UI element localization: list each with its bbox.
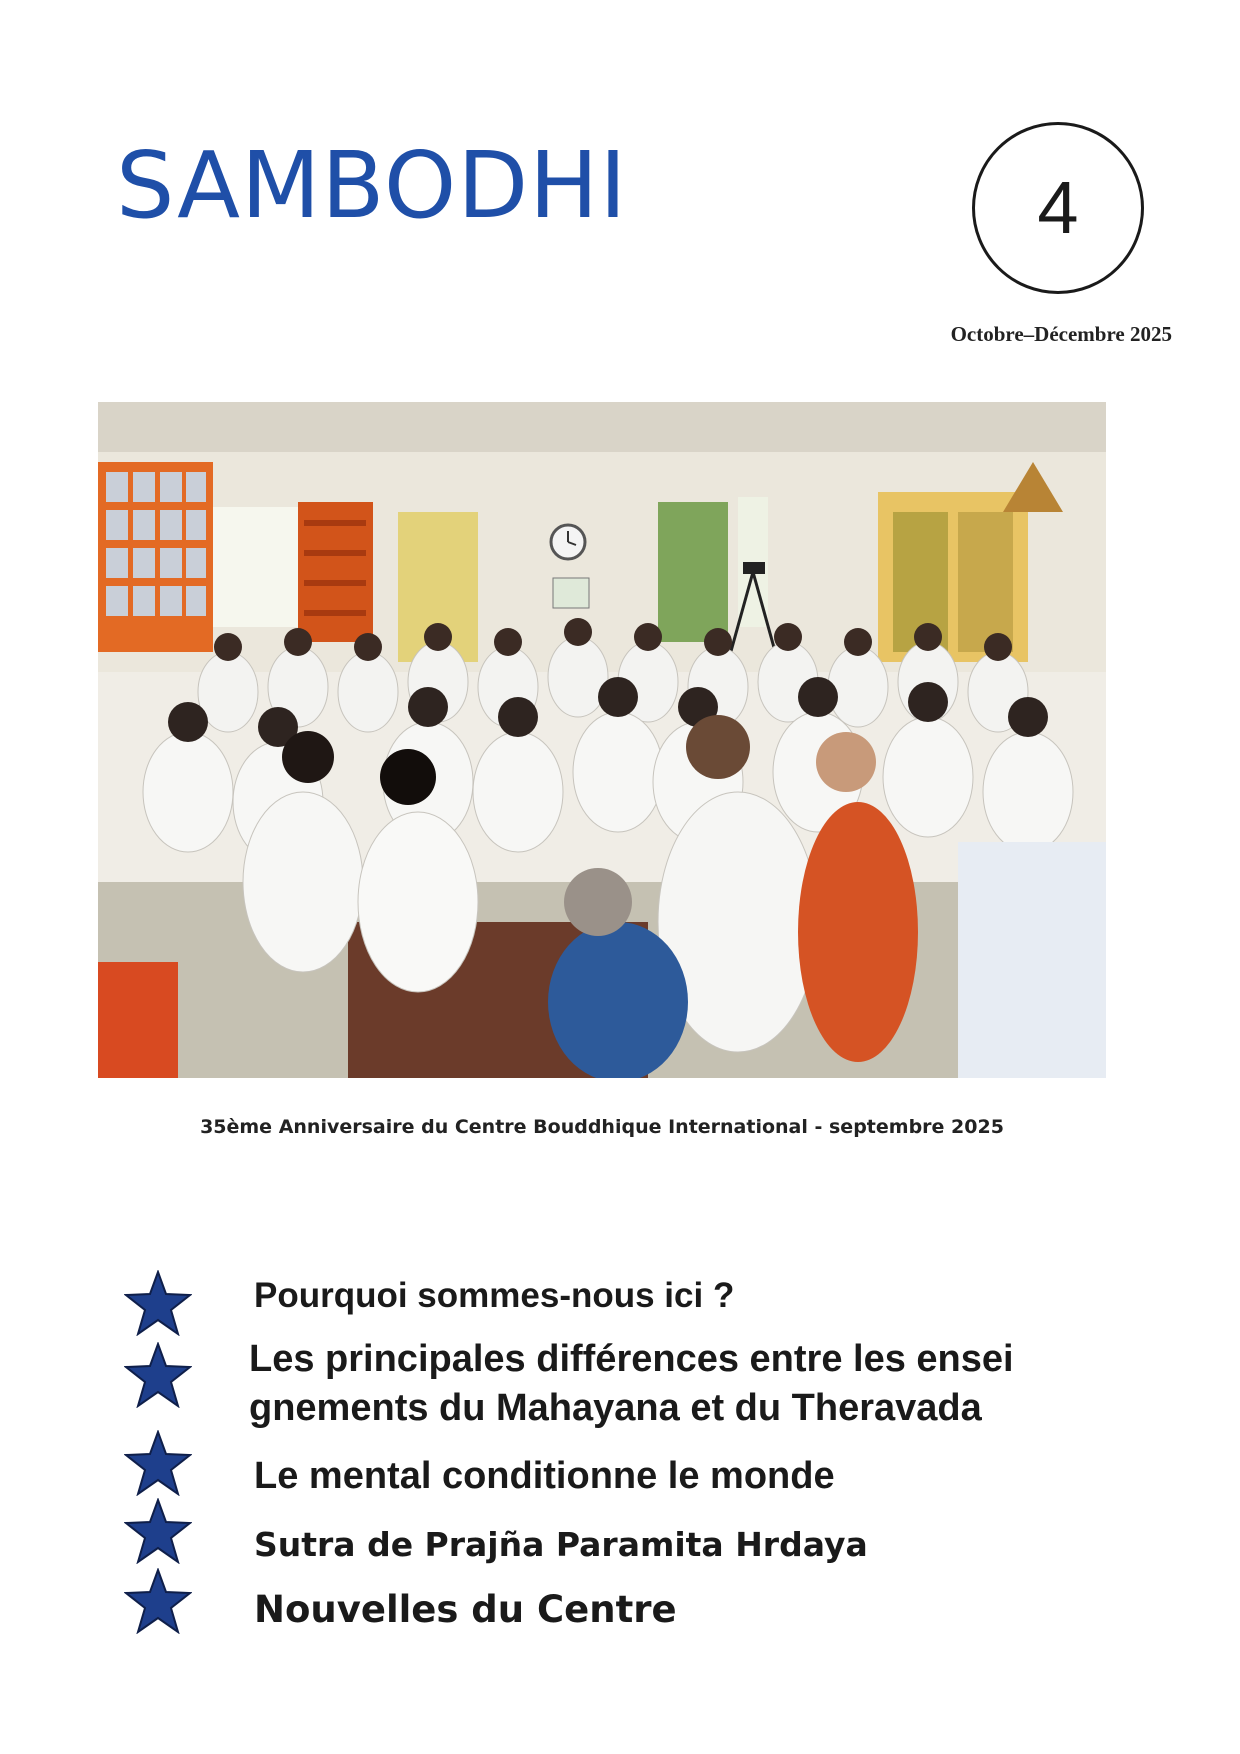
toc-item-line: gnements du Mahayana et du Theravada <box>249 1387 982 1429</box>
meditation-hall-photo <box>98 402 1106 1078</box>
star-icon <box>124 1498 192 1564</box>
toc-item: Le mental conditionne le monde <box>254 1455 835 1497</box>
toc-item: Sutra de Prajña Paramita Hrdaya <box>254 1525 868 1564</box>
cover-photo <box>98 402 1106 1078</box>
photo-caption: 35ème Anniversaire du Centre Bouddhique International - septembre 2025 <box>200 1116 1004 1138</box>
magazine-title: SAMBODHI <box>116 132 628 239</box>
star-icon <box>124 1342 192 1408</box>
star-icon <box>124 1568 192 1634</box>
star-icon <box>124 1430 192 1496</box>
toc-item-line: Les principales différences entre les ensei <box>249 1338 1014 1380</box>
issue-number-badge <box>972 122 1144 294</box>
toc-item <box>249 1335 1109 1433</box>
star-icon <box>124 1270 192 1336</box>
toc-item: Pourquoi sommes-nous ici ? <box>254 1276 735 1315</box>
toc-item: Nouvelles du Centre <box>254 1588 677 1631</box>
issue-date: Octobre–Décembre 2025 <box>950 322 1172 346</box>
issue-number: 4 <box>1037 166 1079 249</box>
